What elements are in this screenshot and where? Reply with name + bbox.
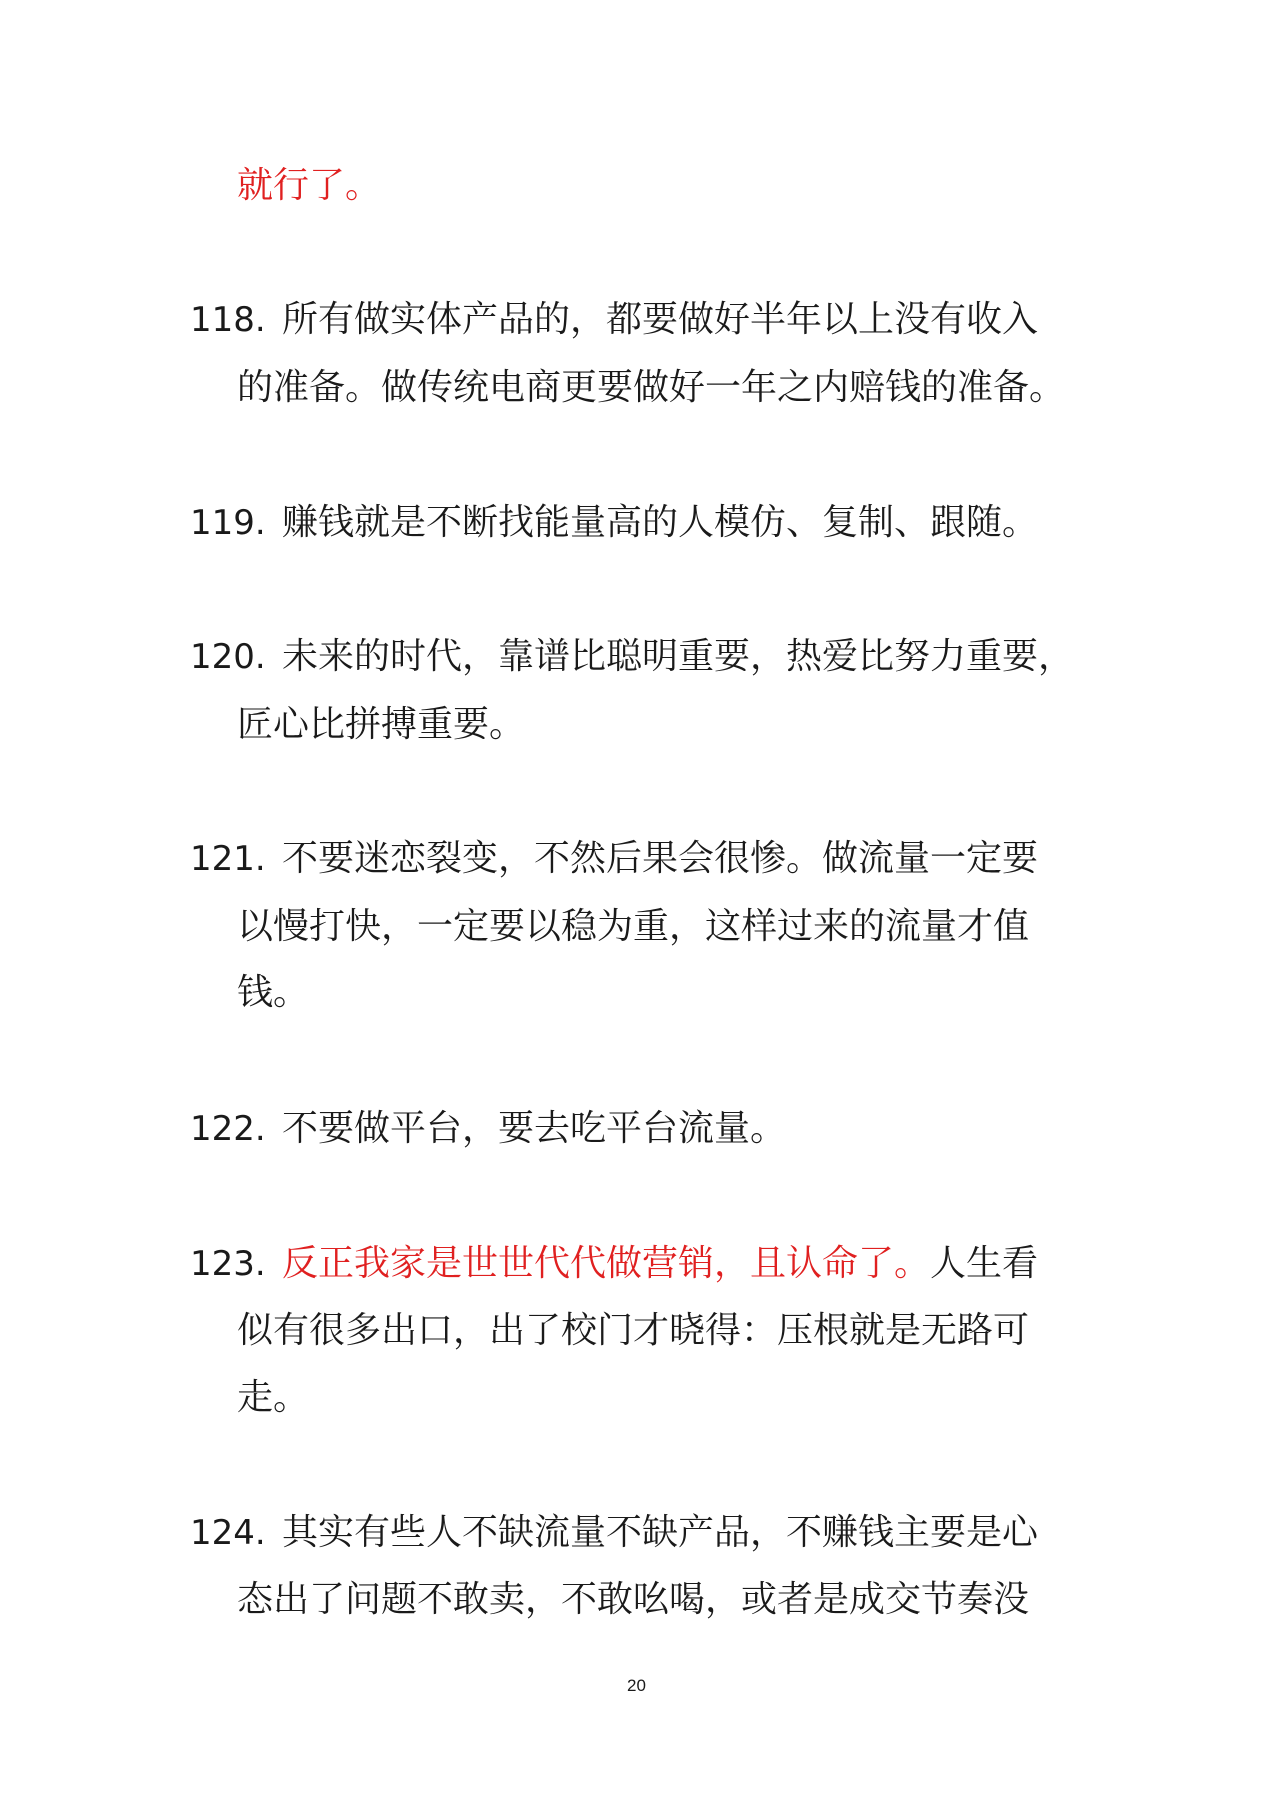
item-text-line: 不要迷恋裂变，不然后果会很惨。做流量一定要 [282,838,1039,879]
item-text-line: 似有很多出口，出了校门才晓得：压根就是无路可 [237,1310,1030,1351]
item-text-line: 的准备。做传统电商更要做好一年之内赔钱的准备。 [237,367,1066,408]
item-text-line: 其实有些人不缺流量不缺产品，不赚钱主要是心 [282,1512,1039,1553]
item-text-line: 走。 [237,1377,310,1418]
item-text-line: 钱。 [237,972,310,1013]
continued-text: 就行了。 [237,165,382,206]
item-number: 118. [190,300,266,340]
item-number: 124. [190,1513,266,1553]
item-text-line: 所有做实体产品的，都要做好半年以上没有收入 [282,299,1039,340]
item-number: 122. [190,1109,266,1149]
item-number: 121. [190,839,266,879]
highlighted-text: 反正我家是世世代代做营销，且认命了。 [282,1243,931,1284]
item-text-line: 不要做平台，要去吃平台流量。 [282,1108,787,1149]
plain-text: 人生看 [930,1243,1039,1284]
item-number: 123. [190,1244,266,1284]
item-text-line: 匠心比拼搏重要。 [237,704,526,745]
item-text-line: 以慢打快，一定要以稳为重，这样过来的流量才值 [237,906,1030,947]
item-number: 119. [190,503,266,543]
item-text-line [282,1242,1038,1286]
page-number: 20 [627,1676,646,1695]
item-text-line: 赚钱就是不断找能量高的人模仿、复制、跟随。 [282,502,1039,543]
item-text-line: 未来的时代，靠谱比聪明重要，热爱比努力重要， [282,636,1075,677]
item-text-line: 态出了问题不敢卖，不敢吆喝，或者是成交节奏没 [237,1579,1030,1620]
item-number: 120. [190,637,266,677]
